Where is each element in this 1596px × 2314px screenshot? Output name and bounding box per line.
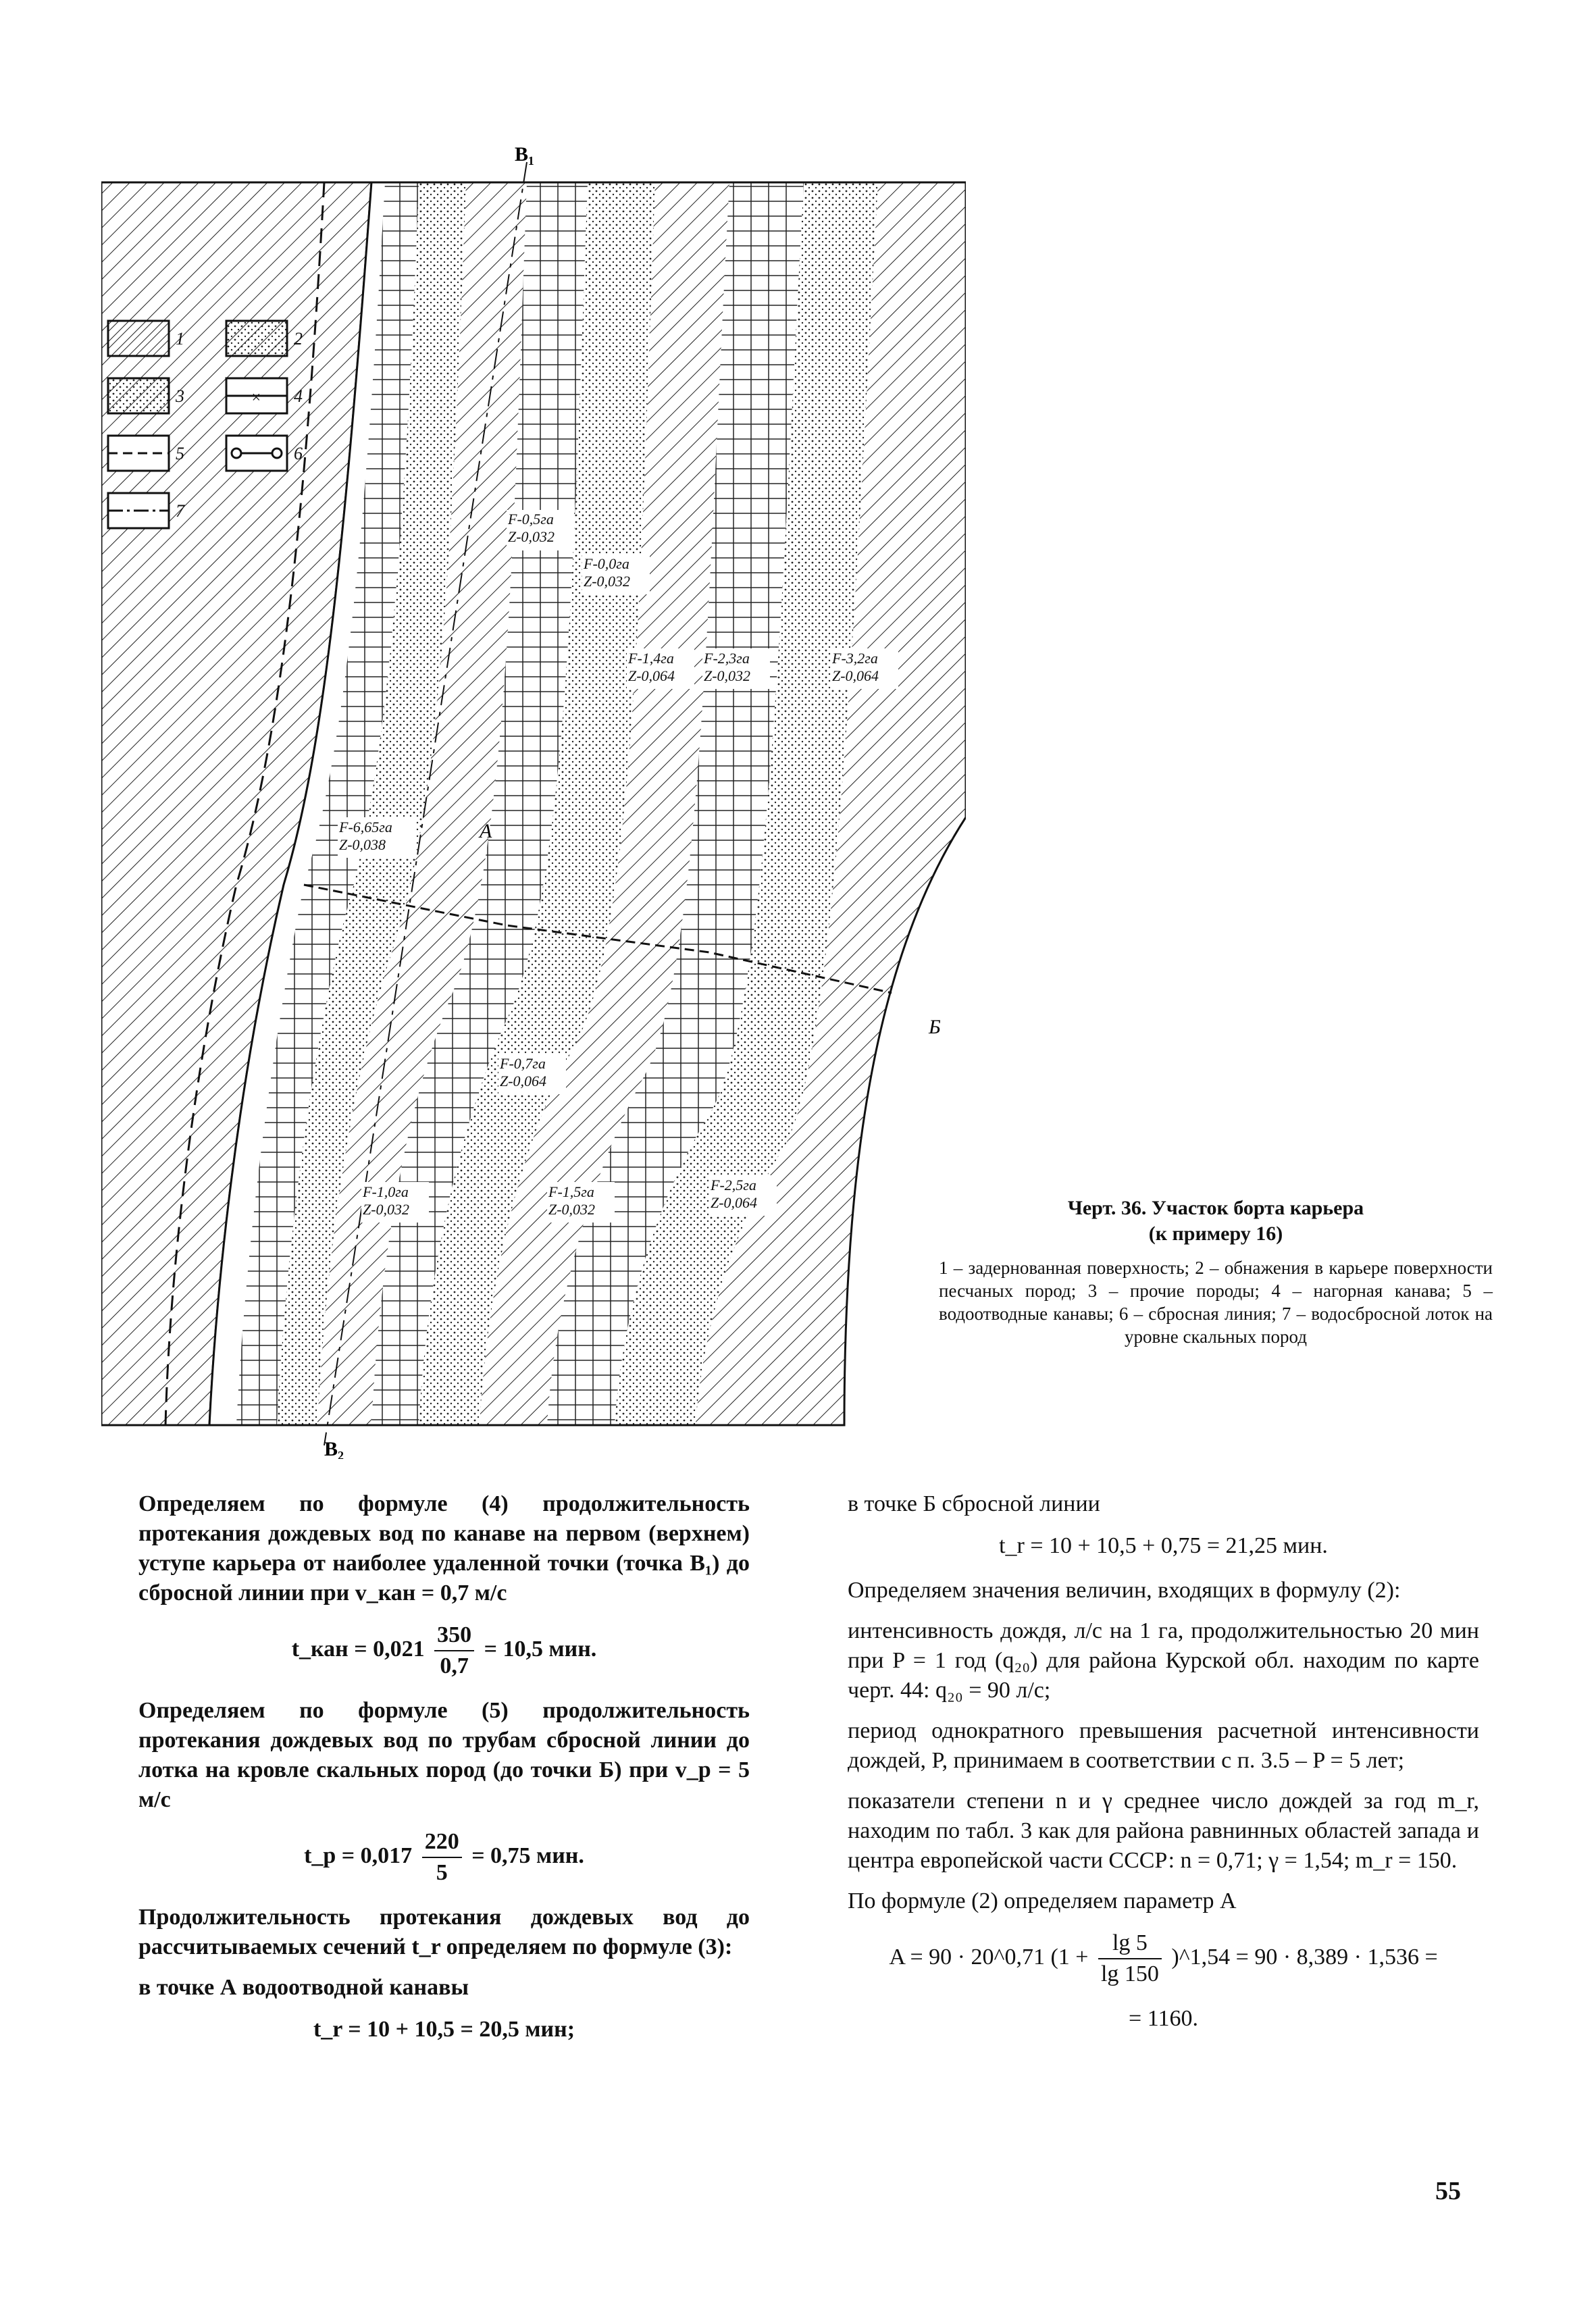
figure-caption	[939, 1195, 1493, 1348]
area-label-z: Z-0,032	[584, 573, 631, 590]
area-label-f: F-0,0га	[584, 555, 629, 572]
area-label-f: F-6,65га	[339, 819, 392, 835]
map-legend	[105, 317, 328, 534]
point-a-label: А	[480, 820, 492, 842]
area-label-f: F-0,7га	[500, 1055, 546, 1072]
paragraph: По формуле (2) определяем параметр A	[848, 1888, 1237, 1913]
area-label-z: Z-0,032	[508, 528, 555, 545]
area-label-f: F-1,5га	[548, 1183, 594, 1200]
point-b2-label: В₂	[324, 1438, 344, 1459]
area-label-z: Z-0,064	[711, 1194, 758, 1211]
area-label-f: F-2,5га	[711, 1177, 756, 1193]
caption-title: Черт. 36. Участок борта карьера	[1067, 1197, 1364, 1219]
area-label-f: F-3,2га	[832, 650, 878, 667]
left-column	[138, 1489, 750, 2059]
formula-t-can: t_кан = 0,021 $\frac{350}{0,7}$ = 10,5 мин.	[138, 1620, 750, 1681]
area-label-z: Z-0,064	[832, 667, 879, 684]
area-label-f: F-1,0га	[363, 1183, 409, 1200]
paragraph: в точке Б сбросной линии	[848, 1491, 1100, 1516]
caption-subtitle: (к примеру 16)	[1148, 1223, 1283, 1245]
legend-num: 1	[176, 329, 184, 349]
area-label-f: F-2,3га	[704, 650, 750, 667]
point-b1-label: В₁	[515, 143, 535, 165]
formula-t-r-a: t_r = 10 + 10,5 = 20,5 мин;	[313, 2017, 575, 2042]
point-b-label: Б	[929, 1016, 941, 1038]
legend-num: 3	[176, 386, 184, 406]
paragraph: Определяем значения величин, входящих в формулу (2):	[848, 1578, 1401, 1603]
page-number: 55	[1435, 2177, 1461, 2205]
area-label-z: Z-0,032	[704, 667, 751, 684]
paragraph: Продолжительность протекания дождевых вод до рассчитываемых сечений t_r определяем по формуле (3):	[138, 1905, 750, 1959]
area-label-z: Z-0,032	[548, 1201, 596, 1218]
paragraph: интенсивность дождя, л/с на 1 га, продолжительностью 20 мин при P = 1 год (q₂₀) для района Курской обл. находим по карте черт. 44: q₂₀ = 90 л/с;	[848, 1618, 1479, 1703]
paragraph: в точке А водоотводной канавы	[138, 1975, 469, 2000]
legend-num: 5	[176, 444, 184, 463]
area-label-z: Z-0,064	[628, 667, 675, 684]
formula-a-result: = 1160.	[1129, 2006, 1198, 2031]
area-label-f: F-0,5га	[508, 511, 554, 528]
formula-t-p: t_p = 0,017 $\frac{220}{5}$ = 0,75 мин.	[138, 1827, 750, 1888]
caption-legend-text: 1 – задернованная поверхность; 2 – обнажения в карьере поверхности песчаных пород; 3 – прочие породы; 4 – нагорная канава; 5 – водоотводные канавы; 6 – сбросная линия; 7 – водосбросной лоток на уровне скальных пород	[939, 1258, 1493, 1347]
area-label-z: Z-0,032	[363, 1201, 410, 1218]
formula-t-r-b: t_r = 10 + 10,5 + 0,75 = 21,25 мин.	[999, 1533, 1328, 1558]
legend-num: 4	[294, 386, 303, 406]
area-label-f: F-1,4га	[628, 650, 674, 667]
formula-a: A = 90 · 20^0,71 (1 + $\frac{\lg 5}{\lg 150}$ )^1,54 = 90 · 8,389 · 1,536 =	[848, 1928, 1479, 1989]
paragraph: период однократного превышения расчетной интенсивности дождей, P, принимаем в соответствии с п. 3.5 – P = 5 лет;	[848, 1718, 1479, 1773]
legend-num: 7	[176, 501, 184, 521]
right-column	[848, 1489, 1479, 2049]
svg-text:×: ×	[251, 389, 262, 407]
area-label-z: Z-0,038	[339, 836, 386, 853]
legend-num: 2	[294, 329, 303, 349]
paragraph: Определяем по формуле (5) продолжительность протекания дождевых вод по трубам сбросной линии до лотка на кровле скальных пород (до точки Б) при v_p = 5 м/с	[138, 1698, 750, 1812]
area-label-z: Z-0,064	[500, 1073, 547, 1089]
paragraph: показатели степени n и γ среднее число дождей за год m_r, находим по табл. 3 как для района равнинных областей запада и центра европейской части СССР: n = 0,71; γ = 1,54; m_r = 150.	[848, 1789, 1479, 1873]
legend-num: 6	[294, 444, 303, 463]
paragraph: Определяем по формуле (4) продолжительность протекания дождевых вод по канаве на первом (верхнем) уступе карьера от наиболее удаленной точки (точка В₁) до сбросной линии при v_кан = 0,7 м/с	[138, 1491, 750, 1605]
